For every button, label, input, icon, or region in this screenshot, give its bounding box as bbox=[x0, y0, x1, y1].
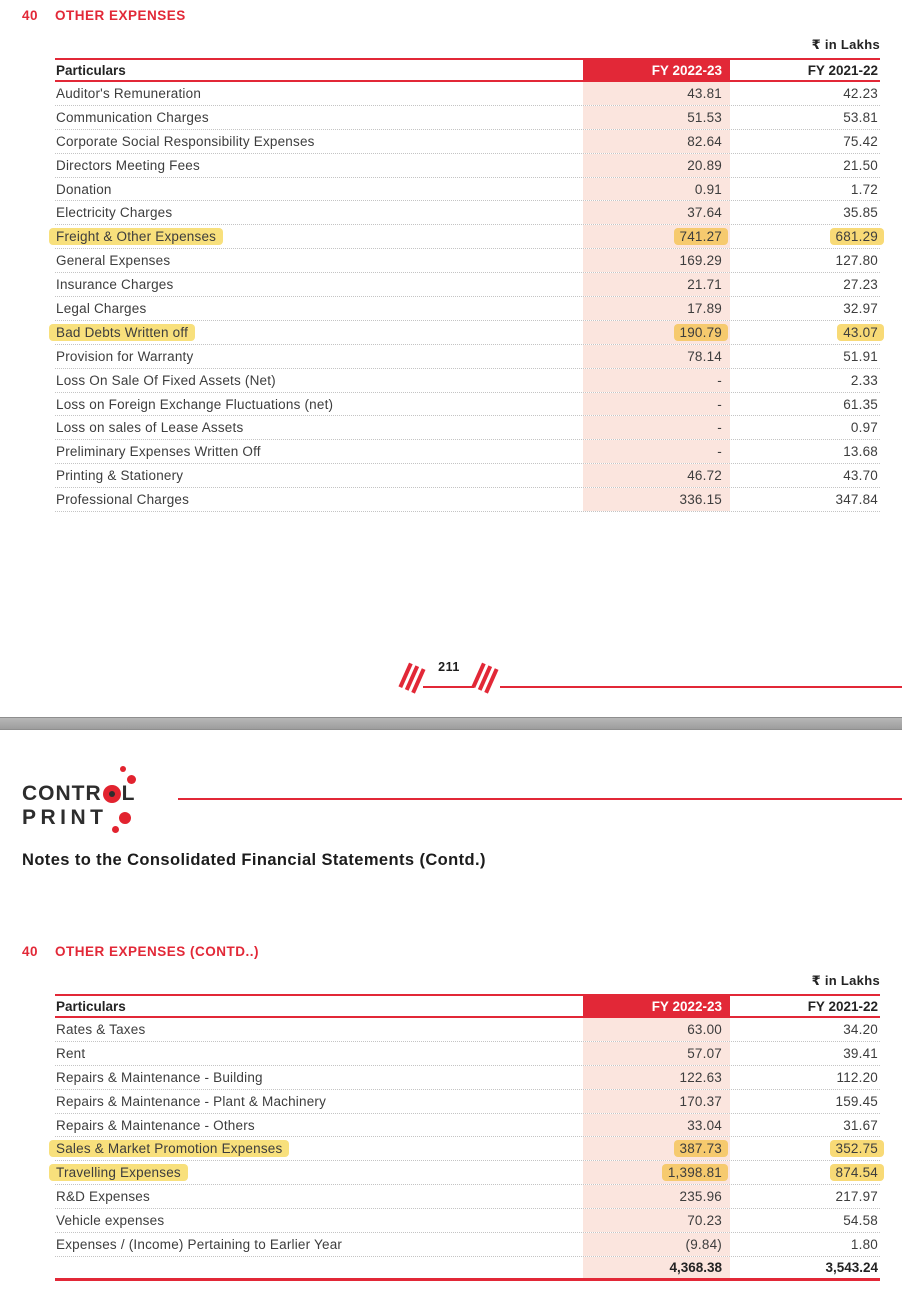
table-row bbox=[55, 393, 880, 417]
row-value-fy-2021-22: 51.91 bbox=[843, 348, 878, 364]
row-value-fy-2022-23: 169.29 bbox=[583, 249, 730, 272]
table-row bbox=[55, 1209, 880, 1233]
row-value-fy-2021-22: 874.54 bbox=[730, 1161, 880, 1184]
table-row bbox=[55, 82, 880, 106]
row-value-fy-2022-23: 20.89 bbox=[583, 154, 730, 177]
row-label: Insurance Charges bbox=[56, 277, 174, 293]
row-value-fy-2021-22: 352.75 bbox=[730, 1137, 880, 1160]
row-value-fy-2021-22: 2.33 bbox=[850, 372, 878, 388]
column-header-particulars: Particulars bbox=[56, 62, 126, 78]
table-row bbox=[55, 1042, 880, 1066]
page-footer bbox=[0, 655, 902, 705]
column-header-fy-2021-22: FY 2021-22 bbox=[807, 998, 878, 1014]
row-value-fy-2021-22: 54.58 bbox=[843, 1213, 878, 1229]
section-number: 40 bbox=[22, 8, 39, 23]
row-label: Communication Charges bbox=[56, 109, 209, 125]
table-row bbox=[55, 369, 880, 393]
footer-rule-long bbox=[500, 686, 902, 688]
row-value-fy-2022-23: - bbox=[583, 416, 730, 439]
currency-unit-label: ₹ in Lakhs bbox=[811, 37, 880, 52]
row-label: Corporate Social Responsibility Expenses bbox=[56, 133, 315, 149]
column-header-fy-2022-23: FY 2022-23 bbox=[583, 996, 730, 1016]
row-value-fy-2022-23: 122.63 bbox=[583, 1066, 730, 1089]
total-value-fy-2021-22: 3,543.24 bbox=[825, 1260, 878, 1276]
table-row bbox=[55, 154, 880, 178]
row-value-fy-2022-23: 70.23 bbox=[583, 1209, 730, 1232]
row-value-fy-2021-22: 1.72 bbox=[850, 181, 878, 197]
row-label: Loss on sales of Lease Assets bbox=[56, 420, 244, 436]
row-value-fy-2021-22: 75.42 bbox=[843, 133, 878, 149]
row-label: Professional Charges bbox=[56, 492, 190, 508]
footer-slash-ornament-left bbox=[398, 663, 425, 694]
section-title: OTHER EXPENSES bbox=[55, 8, 186, 23]
row-value-fy-2022-23: 51.53 bbox=[583, 106, 730, 129]
row-label: Preliminary Expenses Written Off bbox=[56, 444, 261, 460]
section-heading bbox=[22, 944, 902, 959]
table-row bbox=[55, 297, 880, 321]
row-value-fy-2022-23: 43.81 bbox=[583, 82, 730, 105]
row-label: Vehicle expenses bbox=[56, 1213, 165, 1229]
row-value-fy-2022-23: 37.64 bbox=[583, 201, 730, 224]
table-row bbox=[55, 1161, 880, 1185]
table-row bbox=[55, 416, 880, 440]
row-value-fy-2021-22: 347.84 bbox=[835, 492, 878, 508]
logo-word-control: CONTR L bbox=[22, 782, 136, 805]
row-value-fy-2021-22: 217.97 bbox=[835, 1189, 878, 1205]
column-header-particulars: Particulars bbox=[56, 998, 126, 1014]
row-value-fy-2022-23: 387.73 bbox=[583, 1137, 730, 1160]
row-label: Bad Debts Written off bbox=[55, 321, 583, 344]
table-header-row bbox=[55, 58, 880, 82]
table-row bbox=[55, 1114, 880, 1138]
table-row bbox=[55, 201, 880, 225]
row-label: Electricity Charges bbox=[56, 205, 173, 221]
table-row bbox=[55, 1018, 880, 1042]
row-value-fy-2021-22: 159.45 bbox=[835, 1093, 878, 1109]
row-value-fy-2021-22: 681.29 bbox=[730, 225, 880, 248]
table-row bbox=[55, 1066, 880, 1090]
row-label: Legal Charges bbox=[56, 300, 147, 316]
row-label: Repairs & Maintenance - Plant & Machinery bbox=[56, 1093, 327, 1109]
row-value-fy-2021-22: 31.67 bbox=[843, 1117, 878, 1133]
row-value-fy-2021-22: 0.97 bbox=[850, 420, 878, 436]
row-label: Loss On Sale Of Fixed Assets (Net) bbox=[56, 372, 276, 388]
row-value-fy-2022-23: - bbox=[583, 440, 730, 463]
logo-o-dot-icon bbox=[103, 785, 121, 803]
row-value-fy-2022-23: 46.72 bbox=[583, 464, 730, 487]
row-value-fy-2021-22: 43.70 bbox=[843, 468, 878, 484]
table-row bbox=[55, 345, 880, 369]
table-body bbox=[55, 1018, 880, 1257]
row-value-fy-2022-23: 82.64 bbox=[583, 130, 730, 153]
footer-slash-ornament-right bbox=[471, 663, 498, 694]
section-heading bbox=[22, 8, 902, 23]
row-label: Repairs & Maintenance - Others bbox=[56, 1117, 255, 1133]
table-row bbox=[55, 488, 880, 512]
logo-dot-icon bbox=[112, 826, 119, 833]
table-row bbox=[55, 273, 880, 297]
other-expenses-contd-section bbox=[0, 944, 902, 1281]
row-value-fy-2021-22: 27.23 bbox=[843, 277, 878, 293]
logo-rule-line bbox=[178, 798, 902, 800]
other-expenses-contd-table bbox=[55, 994, 880, 1281]
row-label: Repairs & Maintenance - Building bbox=[56, 1069, 263, 1085]
section-number: 40 bbox=[22, 944, 39, 959]
table-row bbox=[55, 1090, 880, 1114]
table-row bbox=[55, 225, 880, 249]
row-value-fy-2022-23: - bbox=[583, 369, 730, 392]
row-value-fy-2021-22: 34.20 bbox=[843, 1021, 878, 1037]
page-number: 211 bbox=[438, 660, 460, 674]
table-row bbox=[55, 106, 880, 130]
row-value-fy-2022-23: 17.89 bbox=[583, 297, 730, 320]
row-value-fy-2022-23: 190.79 bbox=[583, 321, 730, 344]
table-row bbox=[55, 1185, 880, 1209]
row-value-fy-2022-23: 57.07 bbox=[583, 1042, 730, 1065]
row-value-fy-2021-22: 112.20 bbox=[836, 1069, 878, 1085]
row-label: Auditor's Remuneration bbox=[56, 85, 202, 101]
row-label: Provision for Warranty bbox=[56, 348, 194, 364]
table-row bbox=[55, 1233, 880, 1257]
row-label: Travelling Expenses bbox=[55, 1161, 583, 1184]
table-row bbox=[55, 464, 880, 488]
page-divider-bar bbox=[0, 717, 902, 730]
row-value-fy-2021-22: 35.85 bbox=[843, 205, 878, 221]
notes-heading: Notes to the Consolidated Financial Statements (Contd.) bbox=[22, 851, 486, 869]
row-value-fy-2022-23: (9.84) bbox=[583, 1233, 730, 1256]
table-body bbox=[55, 82, 880, 512]
table-row bbox=[55, 130, 880, 154]
table-total-row bbox=[55, 1257, 880, 1282]
row-value-fy-2021-22: 39.41 bbox=[843, 1045, 878, 1061]
row-value-fy-2022-23: 741.27 bbox=[583, 225, 730, 248]
row-value-fy-2021-22: 127.80 bbox=[835, 253, 878, 269]
row-value-fy-2022-23: 33.04 bbox=[583, 1114, 730, 1137]
row-label: Printing & Stationery bbox=[56, 468, 184, 484]
row-label: Loss on Foreign Exchange Fluctuations (net) bbox=[56, 396, 334, 412]
row-label: Expenses / (Income) Pertaining to Earlier Year bbox=[56, 1236, 343, 1252]
row-value-fy-2021-22: 32.97 bbox=[843, 300, 878, 316]
column-header-fy-2022-23: FY 2022-23 bbox=[583, 60, 730, 80]
total-value-fy-2022-23: 4,368.38 bbox=[583, 1257, 730, 1279]
row-value-fy-2022-23: 0.91 bbox=[583, 178, 730, 201]
table-row bbox=[55, 178, 880, 202]
logo-word-print: PRINT bbox=[22, 806, 108, 829]
row-value-fy-2022-23: 336.15 bbox=[583, 488, 730, 511]
row-value-fy-2021-22: 1.80 bbox=[850, 1236, 878, 1252]
row-value-fy-2022-23: 78.14 bbox=[583, 345, 730, 368]
logo-dot-icon bbox=[120, 766, 126, 772]
row-value-fy-2022-23: 21.71 bbox=[583, 273, 730, 296]
control-print-logo bbox=[22, 760, 192, 844]
column-header-fy-2021-22: FY 2021-22 bbox=[807, 62, 878, 78]
row-label: R&D Expenses bbox=[56, 1189, 150, 1205]
row-label: Directors Meeting Fees bbox=[56, 157, 200, 173]
section-title: OTHER EXPENSES (CONTD..) bbox=[55, 944, 260, 959]
table-row bbox=[55, 321, 880, 345]
logo-dot-icon bbox=[119, 812, 131, 824]
other-expenses-table bbox=[55, 58, 880, 512]
row-value-fy-2022-23: 235.96 bbox=[583, 1185, 730, 1208]
row-label: Donation bbox=[56, 181, 112, 197]
row-label: Freight & Other Expenses bbox=[55, 225, 583, 248]
table-row bbox=[55, 1137, 880, 1161]
total-label bbox=[55, 1257, 583, 1279]
row-value-fy-2022-23: - bbox=[583, 393, 730, 416]
table-header-row bbox=[55, 994, 880, 1018]
row-value-fy-2022-23: 1,398.81 bbox=[583, 1161, 730, 1184]
other-expenses-section bbox=[0, 8, 902, 512]
row-value-fy-2021-22: 61.35 bbox=[843, 396, 878, 412]
row-value-fy-2021-22: 43.07 bbox=[730, 321, 880, 344]
row-value-fy-2022-23: 63.00 bbox=[583, 1018, 730, 1041]
row-label: Sales & Market Promotion Expenses bbox=[55, 1137, 583, 1160]
row-label: Rent bbox=[56, 1045, 86, 1061]
footer-rule-short bbox=[423, 686, 474, 688]
row-value-fy-2021-22: 42.23 bbox=[843, 85, 878, 101]
row-value-fy-2021-22: 21.50 bbox=[843, 157, 878, 173]
row-value-fy-2022-23: 170.37 bbox=[583, 1090, 730, 1113]
row-label: Rates & Taxes bbox=[56, 1021, 146, 1037]
row-value-fy-2021-22: 53.81 bbox=[843, 109, 878, 125]
row-value-fy-2021-22: 13.68 bbox=[843, 444, 878, 460]
currency-unit-label: ₹ in Lakhs bbox=[811, 973, 880, 988]
row-label: General Expenses bbox=[56, 253, 171, 269]
table-row bbox=[55, 249, 880, 273]
table-row bbox=[55, 440, 880, 464]
